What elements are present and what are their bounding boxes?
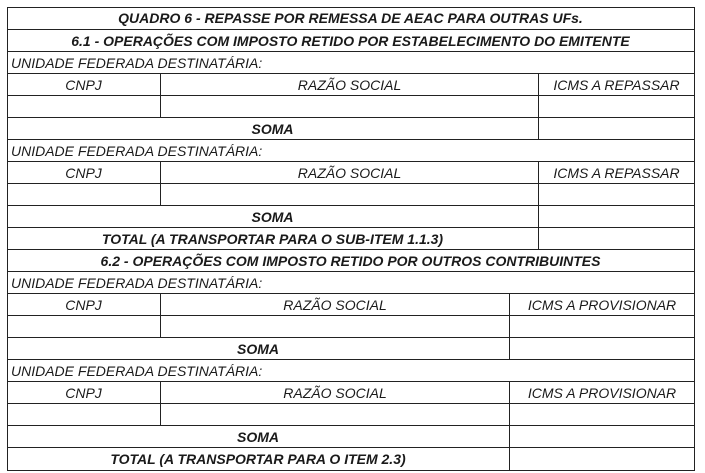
total-field[interactable] [538,228,694,249]
col-icms-header: ICMS A PROVISIONAR [509,294,694,315]
icms-field[interactable] [538,184,694,205]
uf-row [7,359,694,381]
total-field[interactable] [509,448,694,470]
col-cnpj-header: CNPJ [65,76,102,93]
total-row [7,227,694,249]
cnpj-field[interactable] [7,96,160,117]
soma-row [7,425,694,447]
uf-label: UNIDADE FEDERADA DESTINATÁRIA: [11,362,263,379]
soma-field[interactable] [538,118,694,139]
header-row [7,381,694,403]
title-row [7,7,694,29]
table-title: QUADRO 6 - REPASSE POR REMESSA DE AEAC PARA OUTRAS UFs. [118,10,583,26]
soma-label: SOMA [251,208,294,225]
total-label: TOTAL (A TRANSPORTAR PARA O ITEM 2.3) [110,451,406,467]
col-cnpj-header: CNPJ [65,296,102,313]
cnpj-field[interactable] [7,184,160,205]
soma-row [7,117,694,139]
section-2-heading: 6.2 - OPERAÇÕES COM IMPOSTO RETIDO POR OUTROS CONTRIBUINTES [100,252,601,269]
total-label: TOTAL (A TRANSPORTAR PARA O SUB-ITEM 1.1.3) [101,230,444,247]
uf-row [7,51,694,73]
soma-row [7,337,694,359]
header-row [7,161,694,183]
soma-label: SOMA [237,428,279,445]
section-1-heading: 6.1 - OPERAÇÕES COM IMPOSTO RETIDO POR ESTABELECIMENTO DO EMITENTE [71,32,630,49]
col-razao-header: RAZÃO SOCIAL [160,162,538,183]
cnpj-field[interactable] [7,316,160,337]
razao-field[interactable] [160,184,538,205]
icms-field[interactable] [509,404,694,425]
soma-row [7,205,694,227]
soma-field[interactable] [509,426,694,447]
col-razao-header: RAZÃO SOCIAL [160,74,538,95]
uf-row [7,271,694,293]
data-row [7,95,694,117]
soma-field[interactable] [538,206,694,227]
data-row [7,315,694,337]
quadro-6-table [7,7,694,470]
icms-field[interactable] [538,96,694,117]
header-row [7,73,694,95]
col-razao-header: RAZÃO SOCIAL [160,382,509,403]
col-cnpj-header: CNPJ [65,164,102,181]
uf-label: UNIDADE FEDERADA DESTINATÁRIA: [11,54,263,71]
soma-label: SOMA [237,340,279,357]
uf-row [7,139,694,161]
razao-field[interactable] [160,316,509,337]
col-icms-header: ICMS A PROVISIONAR [509,382,694,403]
col-cnpj-header: CNPJ [65,384,102,401]
col-icms-header: ICMS A REPASSAR [538,162,694,183]
soma-label: SOMA [251,120,294,137]
razao-field[interactable] [160,96,538,117]
data-row [7,183,694,205]
section-2-heading-row [7,249,694,271]
uf-label: UNIDADE FEDERADA DESTINATÁRIA: [11,274,263,291]
soma-field[interactable] [509,338,694,359]
col-razao-header: RAZÃO SOCIAL [160,294,509,315]
data-row [7,403,694,425]
razao-field[interactable] [160,404,509,425]
header-row [7,293,694,315]
total-row [7,447,694,470]
cnpj-field[interactable] [7,404,160,425]
icms-field[interactable] [509,316,694,337]
col-icms-header: ICMS A REPASSAR [538,74,694,95]
uf-label: UNIDADE FEDERADA DESTINATÁRIA: [11,142,263,159]
section-1-heading-row [7,29,694,51]
